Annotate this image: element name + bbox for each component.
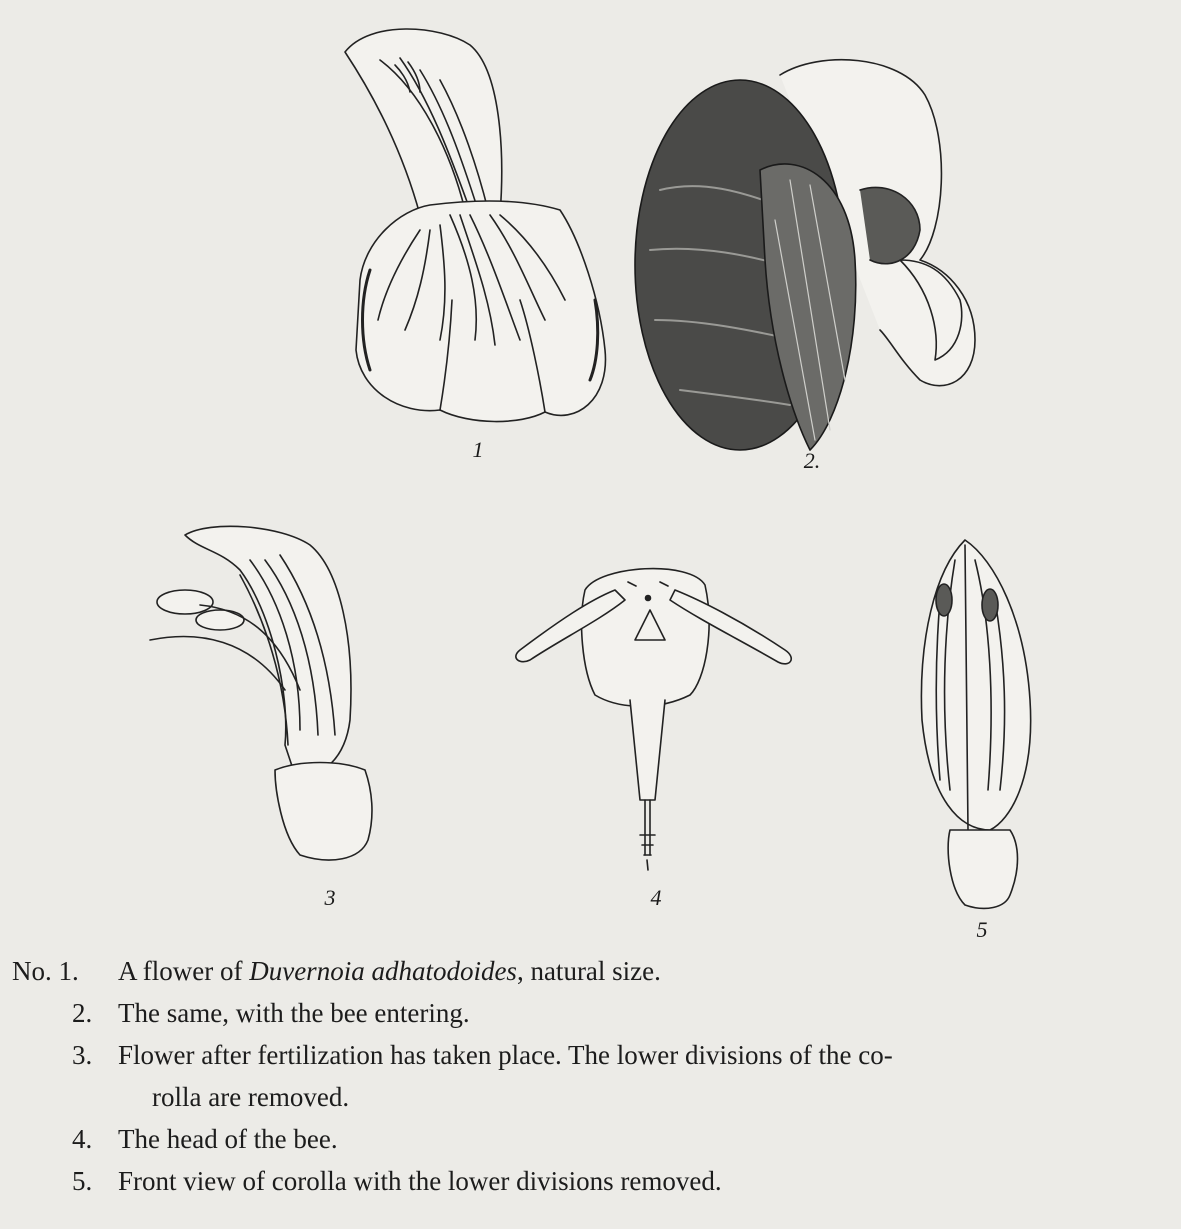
caption-text: The head of the bee.	[118, 1124, 338, 1154]
species-name: Duvernoia adhatodoides	[249, 956, 517, 986]
figure-4-label: 4	[650, 885, 662, 910]
caption-text: rolla are removed.	[152, 1082, 350, 1112]
figure-2-label: 2.	[803, 448, 821, 473]
caption-number: 2.	[72, 998, 93, 1028]
caption-text: A flower of	[118, 956, 250, 986]
figure-caption	[12, 950, 1172, 1202]
figure-5-corolla	[921, 540, 1030, 908]
caption-number: No. 1.	[12, 956, 79, 986]
figure-5-label: 5	[976, 917, 988, 940]
caption-text: Flower after fertilization has taken place. The lower divisions of the co-	[118, 1040, 893, 1070]
caption-number: 4.	[72, 1124, 93, 1154]
caption-line-3	[12, 1034, 1172, 1076]
caption-text: The same, with the bee entering.	[118, 998, 470, 1028]
figure-1-label: 1	[472, 437, 484, 462]
figure-1-flower	[345, 29, 605, 422]
caption-number: 3.	[72, 1040, 93, 1070]
caption-line-3-continued	[12, 1076, 1172, 1118]
figure-2-flower-with-bee	[635, 60, 975, 450]
caption-text: Front view of corolla with the lower divisions removed.	[118, 1166, 722, 1196]
figure-4-bee-head	[516, 569, 791, 870]
caption-line-2	[12, 992, 1172, 1034]
caption-line-1	[12, 950, 1172, 992]
figure-3-flower	[150, 526, 372, 860]
caption-text: , natural size.	[516, 956, 661, 986]
caption-number: 5.	[72, 1166, 93, 1196]
figure-3-label: 3	[324, 885, 336, 910]
caption-line-4	[12, 1118, 1172, 1160]
caption-line-5	[12, 1160, 1172, 1202]
